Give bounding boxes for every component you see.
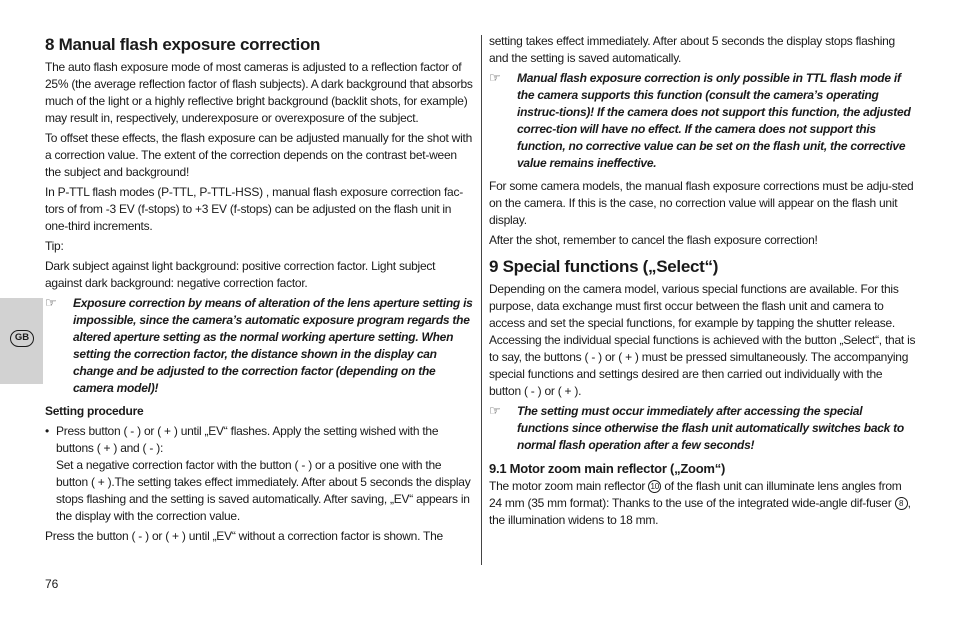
note-block	[489, 70, 917, 172]
paragraph: To offset these effects, the flash exposure can be adjusted manually for the shot with a correction value. The extent of the correction depends on the contrast bet-ween the subject and background!	[45, 131, 472, 179]
bullet-mark: •	[45, 424, 49, 438]
pointing-hand-icon: ☞	[489, 403, 501, 418]
note-text: Manual flash exposure correction is only possible in TTL flash mode if the camera supports this function (consult the camera’s operating instruc-tions)! If the camera does not support this function, the adjusted correc-tion will have no effect. If the camera does not support this function, no corrective value can be set on the flash unit, the corrective value remains ineffective.	[517, 71, 911, 170]
section-heading: 8 Manual flash exposure correction	[45, 35, 321, 54]
subheading: 9.1 Motor zoom main reflector („Zoom“)	[489, 461, 726, 476]
language-badge: GB	[10, 330, 34, 347]
subheading: Setting procedure	[45, 404, 144, 418]
bullet-text: Press button ( - ) or ( + ) until „EV“ flashes. Apply the setting wished with the buttons ( + ) and ( - ):	[56, 424, 439, 455]
text-run: , the illumination widens to 18 mm.	[489, 496, 911, 527]
paragraph: After the shot, remember to cancel the flash exposure correction!	[489, 233, 818, 247]
paragraph	[489, 478, 917, 529]
paragraph: For some camera models, the manual flash exposure corrections must be adju-sted on the camera. If this is the case, no correction value will appear on the flash unit display.	[489, 179, 914, 227]
paragraph: Press the button ( - ) or ( + ) until „EV“ without a correction factor is shown. The	[45, 529, 443, 543]
paragraph: Depending on the camera model, various special functions are available. For this purpose, data exchange must first occur between the flash unit and camera to access and set the special functions, for example by tapping the shutter release. Accessing the individual special functions is achieved with the button „Select“, that is to say, the buttons ( - ) or ( + ) must be pressed simultaneously. The accompanying special functions and settings desired are then carried out individually with the button ( - ) or ( + ).	[489, 282, 916, 398]
reference-number: 8	[895, 497, 908, 510]
text-run: The motor zoom main reflector	[489, 479, 649, 493]
note-text: The setting must occur immediately after accessing the special functions since otherwise the flash unit automatically switches back to normal flash operation after a few seconds!	[517, 404, 905, 452]
text-run: of the flash unit can illuminate lens angles from 24 mm (35 mm format): Thanks to the use of the integrated wide-angle dif-fuser	[489, 479, 902, 510]
column-divider	[481, 35, 482, 565]
bullet-continuation: Set a negative correction factor with the button ( - ) or a positive one with the button ( + ).The setting takes effect immediately. After about 5 seconds the display stops flashing and the setting is saved automatically. After saving, „EV“ appears in the display with the correction value.	[56, 458, 471, 523]
left-column	[45, 35, 475, 548]
paragraph: setting takes effect immediately. After about 5 seconds the display stops flashing and the setting is saved automatically.	[489, 34, 895, 65]
note-block	[45, 295, 475, 397]
reference-number: 10	[648, 480, 661, 493]
pointing-hand-icon: ☞	[489, 70, 501, 85]
paragraph: The auto flash exposure mode of most cameras is adjusted to a reflection factor of 25% (the average reflection factor of flash subjects). A dark background that absorbs much of the light or a highly reflective bright background (backlit shots, for example) may result in, respectively, underexposure or overexposure of the subject.	[45, 60, 473, 125]
note-text: Exposure correction by means of alteration of the lens aperture setting is impossible, since the camera’s automatic exposure program regards the altered aperture setting as the normal working aperture setting. When setting the correction factor, the distance shown in the display can change and be adjusted to the correction factor (depending on the camera model)!	[73, 296, 473, 395]
tip-text: Dark subject against light background: positive correction factor. Light subject against dark background: negative correction factor.	[45, 259, 436, 290]
bullet-item	[45, 423, 475, 457]
section-heading: 9 Special functions („Select“)	[489, 257, 719, 276]
note-block	[489, 403, 917, 454]
paragraph: In P-TTL flash modes (P-TTL, P-TTL-HSS) , manual flash exposure correction fac-tors of from -3 EV (f-stops) to +3 EV (f-stops) can be adjusted on the flash unit in one-third increments.	[45, 185, 463, 233]
page-number: 76	[45, 577, 59, 591]
right-column	[489, 33, 917, 532]
tip-label: Tip:	[45, 239, 64, 253]
pointing-hand-icon: ☞	[45, 295, 57, 310]
